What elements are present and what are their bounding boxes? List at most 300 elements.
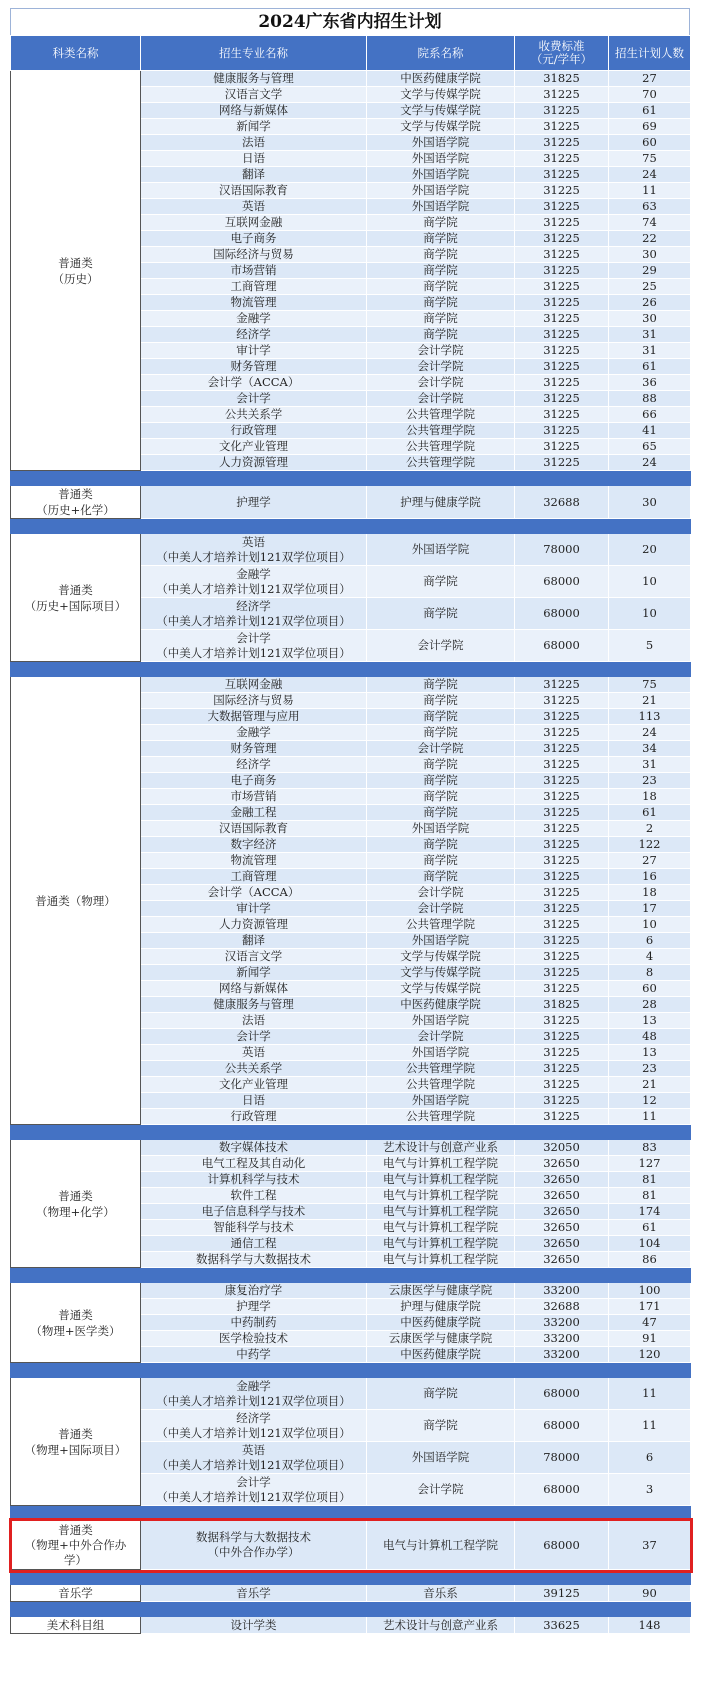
tuition-cell: 31225	[515, 1013, 609, 1029]
quota-cell: 24	[609, 455, 691, 471]
quota-cell: 10	[609, 598, 691, 630]
table-body	[11, 71, 691, 1634]
major-cell: 数据科学与大数据技术 （中外合作办学）	[141, 1521, 367, 1570]
department-cell: 电气与计算机工程学院	[367, 1172, 515, 1188]
department-cell: 外国语学院	[367, 933, 515, 949]
table-row	[11, 1585, 691, 1602]
table-row	[11, 1617, 691, 1634]
department-cell: 电气与计算机工程学院	[367, 1521, 515, 1570]
major-cell: 护理学	[141, 486, 367, 519]
major-cell: 金融学 （中美人才培养计划121双学位项目）	[141, 1378, 367, 1410]
tuition-cell: 68000	[515, 1410, 609, 1442]
quota-cell: 120	[609, 1347, 691, 1363]
tuition-cell: 31225	[515, 439, 609, 455]
tuition-cell: 78000	[515, 534, 609, 566]
major-cell: 物流管理	[141, 853, 367, 869]
quota-cell: 148	[609, 1617, 691, 1634]
tuition-cell: 32650	[515, 1252, 609, 1268]
department-cell: 电气与计算机工程学院	[367, 1156, 515, 1172]
major-cell: 汉语言文学	[141, 87, 367, 103]
department-cell: 外国语学院	[367, 183, 515, 199]
department-cell: 公共管理学院	[367, 455, 515, 471]
tuition-cell: 31225	[515, 119, 609, 135]
separator-cell	[11, 519, 691, 534]
department-cell: 电气与计算机工程学院	[367, 1204, 515, 1220]
header-major: 招生专业名称	[141, 36, 367, 71]
tuition-cell: 31225	[515, 805, 609, 821]
quota-cell: 23	[609, 773, 691, 789]
quota-cell: 26	[609, 295, 691, 311]
category-cell	[11, 1617, 141, 1634]
department-cell: 电气与计算机工程学院	[367, 1220, 515, 1236]
major-cell: 物流管理	[141, 295, 367, 311]
tuition-cell: 33200	[515, 1331, 609, 1347]
tuition-cell: 31225	[515, 773, 609, 789]
quota-cell: 31	[609, 343, 691, 359]
department-cell: 商学院	[367, 311, 515, 327]
quota-cell: 91	[609, 1331, 691, 1347]
quota-cell: 47	[609, 1315, 691, 1331]
quota-cell: 61	[609, 103, 691, 119]
department-cell: 商学院	[367, 853, 515, 869]
category-label-line: 普通类	[58, 487, 93, 501]
major-cell: 会计学	[141, 391, 367, 407]
department-cell: 外国语学院	[367, 199, 515, 215]
department-cell: 云康医学与健康学院	[367, 1331, 515, 1347]
department-cell: 公共管理学院	[367, 423, 515, 439]
quota-cell: 48	[609, 1029, 691, 1045]
quota-cell: 4	[609, 949, 691, 965]
major-cell: 法语	[141, 1013, 367, 1029]
quota-cell: 171	[609, 1299, 691, 1315]
group-separator	[11, 1602, 691, 1617]
tuition-cell: 33200	[515, 1283, 609, 1299]
tuition-cell: 31225	[515, 375, 609, 391]
separator-cell	[11, 1268, 691, 1283]
major-cell: 软件工程	[141, 1188, 367, 1204]
major-cell: 数字媒体技术	[141, 1140, 367, 1156]
department-cell: 会计学院	[367, 375, 515, 391]
major-cell: 行政管理	[141, 423, 367, 439]
tuition-cell: 68000	[515, 1378, 609, 1410]
major-cell: 审计学	[141, 343, 367, 359]
major-cell: 金融学	[141, 311, 367, 327]
department-cell: 护理与健康学院	[367, 486, 515, 519]
department-cell: 商学院	[367, 279, 515, 295]
category-cell	[11, 1585, 141, 1602]
tuition-cell: 68000	[515, 1521, 609, 1570]
group-separator	[11, 519, 691, 534]
major-cell: 健康服务与管理	[141, 997, 367, 1013]
quota-cell: 11	[609, 183, 691, 199]
tuition-cell: 31225	[515, 821, 609, 837]
quota-cell: 29	[609, 263, 691, 279]
tuition-cell: 31225	[515, 1077, 609, 1093]
group-separator	[11, 1570, 691, 1585]
department-cell: 商学院	[367, 247, 515, 263]
major-cell: 行政管理	[141, 1109, 367, 1125]
department-cell: 商学院	[367, 805, 515, 821]
quota-cell: 81	[609, 1188, 691, 1204]
tuition-cell: 31225	[515, 407, 609, 423]
tuition-cell: 31225	[515, 725, 609, 741]
quota-cell: 22	[609, 231, 691, 247]
quota-cell: 34	[609, 741, 691, 757]
department-cell: 电气与计算机工程学院	[367, 1252, 515, 1268]
quota-cell: 17	[609, 901, 691, 917]
department-cell: 商学院	[367, 677, 515, 693]
department-cell: 商学院	[367, 1410, 515, 1442]
tuition-cell: 31225	[515, 853, 609, 869]
major-cell: 新闻学	[141, 965, 367, 981]
tuition-cell: 31225	[515, 295, 609, 311]
major-cell: 财务管理	[141, 741, 367, 757]
major-cell: 金融工程	[141, 805, 367, 821]
quota-cell: 60	[609, 135, 691, 151]
quota-cell: 20	[609, 534, 691, 566]
category-label-line: （物理+中外合作办	[24, 1537, 127, 1552]
quota-cell: 16	[609, 869, 691, 885]
department-cell: 商学院	[367, 789, 515, 805]
major-cell: 会计学 （中美人才培养计划121双学位项目）	[141, 630, 367, 662]
major-cell: 工商管理	[141, 869, 367, 885]
major-cell: 翻译	[141, 167, 367, 183]
tuition-cell: 31225	[515, 965, 609, 981]
separator-cell	[11, 1506, 691, 1521]
tuition-cell: 31225	[515, 677, 609, 693]
quota-cell: 83	[609, 1140, 691, 1156]
category-cell	[11, 534, 141, 662]
major-cell: 市场营销	[141, 263, 367, 279]
tuition-cell: 68000	[515, 566, 609, 598]
department-cell: 商学院	[367, 215, 515, 231]
tuition-cell: 31225	[515, 103, 609, 119]
quota-cell: 24	[609, 725, 691, 741]
quota-cell: 6	[609, 933, 691, 949]
document-title: 2024广东省内招生计划	[10, 8, 690, 35]
quota-cell: 31	[609, 757, 691, 773]
quota-cell: 13	[609, 1045, 691, 1061]
department-cell: 商学院	[367, 263, 515, 279]
tuition-cell: 68000	[515, 630, 609, 662]
tuition-cell: 31225	[515, 949, 609, 965]
group-separator	[11, 471, 691, 486]
department-cell: 电气与计算机工程学院	[367, 1188, 515, 1204]
header-department: 院系名称	[367, 36, 515, 71]
major-cell: 互联网金融	[141, 215, 367, 231]
table-row	[11, 534, 691, 566]
admission-plan-table	[10, 35, 691, 1634]
major-cell: 文化产业管理	[141, 1077, 367, 1093]
table-row	[11, 1283, 691, 1299]
table-row	[11, 1521, 691, 1570]
category-cell	[11, 677, 141, 1125]
tuition-cell: 31225	[515, 215, 609, 231]
separator-cell	[11, 1363, 691, 1378]
tuition-cell: 31225	[515, 391, 609, 407]
category-cell	[11, 486, 141, 519]
department-cell: 音乐系	[367, 1585, 515, 1602]
department-cell: 商学院	[367, 598, 515, 630]
quota-cell: 12	[609, 1093, 691, 1109]
category-label-line: 普通类（物理）	[35, 893, 116, 908]
major-cell: 会计学 （中美人才培养计划121双学位项目）	[141, 1474, 367, 1506]
major-cell: 护理学	[141, 1299, 367, 1315]
major-cell: 汉语国际教育	[141, 183, 367, 199]
department-cell: 会计学院	[367, 901, 515, 917]
tuition-cell: 31225	[515, 231, 609, 247]
major-cell: 会计学（ACCA）	[141, 375, 367, 391]
major-cell: 电子信息科学与技术	[141, 1204, 367, 1220]
major-cell: 翻译	[141, 933, 367, 949]
department-cell: 外国语学院	[367, 1045, 515, 1061]
department-cell: 商学院	[367, 709, 515, 725]
department-cell: 公共管理学院	[367, 1077, 515, 1093]
group-separator	[11, 1268, 691, 1283]
major-cell: 健康服务与管理	[141, 71, 367, 87]
department-cell: 文学与传媒学院	[367, 119, 515, 135]
major-cell: 法语	[141, 135, 367, 151]
tuition-cell: 31225	[515, 693, 609, 709]
tuition-cell: 31225	[515, 869, 609, 885]
department-cell: 外国语学院	[367, 1093, 515, 1109]
department-cell: 外国语学院	[367, 534, 515, 566]
quota-cell: 21	[609, 693, 691, 709]
department-cell: 外国语学院	[367, 1442, 515, 1474]
tuition-cell: 31225	[515, 933, 609, 949]
tuition-cell: 31225	[515, 981, 609, 997]
quota-cell: 11	[609, 1378, 691, 1410]
category-cell	[11, 1378, 141, 1506]
category-cell	[11, 1283, 141, 1363]
tuition-cell: 32650	[515, 1156, 609, 1172]
major-cell: 中药制药	[141, 1315, 367, 1331]
category-label-line: 普通类	[58, 1522, 93, 1537]
major-cell: 数据科学与大数据技术	[141, 1252, 367, 1268]
department-cell: 商学院	[367, 757, 515, 773]
major-cell: 设计学类	[141, 1617, 367, 1634]
department-cell: 商学院	[367, 231, 515, 247]
separator-cell	[11, 1570, 691, 1585]
major-cell: 金融学 （中美人才培养计划121双学位项目）	[141, 566, 367, 598]
major-cell: 金融学	[141, 725, 367, 741]
tuition-cell: 31225	[515, 917, 609, 933]
table-row	[11, 1378, 691, 1410]
department-cell: 商学院	[367, 327, 515, 343]
quota-cell: 30	[609, 247, 691, 263]
group-separator	[11, 662, 691, 677]
major-cell: 康复治疗学	[141, 1283, 367, 1299]
department-cell: 公共管理学院	[367, 439, 515, 455]
tuition-cell: 31225	[515, 901, 609, 917]
header-category: 科类名称	[11, 36, 141, 71]
quota-cell: 104	[609, 1236, 691, 1252]
tuition-cell: 32650	[515, 1188, 609, 1204]
quota-cell: 70	[609, 87, 691, 103]
department-cell: 会计学院	[367, 1474, 515, 1506]
major-cell: 经济学 （中美人才培养计划121双学位项目）	[141, 1410, 367, 1442]
major-cell: 智能科学与技术	[141, 1220, 367, 1236]
quota-cell: 75	[609, 151, 691, 167]
tuition-cell: 31225	[515, 247, 609, 263]
major-cell: 国际经济与贸易	[141, 693, 367, 709]
major-cell: 工商管理	[141, 279, 367, 295]
tuition-cell: 31225	[515, 757, 609, 773]
tuition-cell: 31825	[515, 997, 609, 1013]
department-cell: 公共管理学院	[367, 1109, 515, 1125]
tuition-cell: 31225	[515, 279, 609, 295]
tuition-cell: 32650	[515, 1172, 609, 1188]
major-cell: 会计学（ACCA）	[141, 885, 367, 901]
department-cell: 商学院	[367, 693, 515, 709]
tuition-cell: 33625	[515, 1617, 609, 1634]
department-cell: 中医药健康学院	[367, 1347, 515, 1363]
separator-cell	[11, 1602, 691, 1617]
major-cell: 市场营销	[141, 789, 367, 805]
tuition-cell: 32688	[515, 486, 609, 519]
department-cell: 会计学院	[367, 741, 515, 757]
major-cell: 会计学	[141, 1029, 367, 1045]
department-cell: 中医药健康学院	[367, 71, 515, 87]
admission-plan-document	[10, 8, 690, 1634]
department-cell: 公共管理学院	[367, 917, 515, 933]
department-cell: 公共管理学院	[367, 1061, 515, 1077]
tuition-cell: 31225	[515, 151, 609, 167]
quota-cell: 90	[609, 1585, 691, 1602]
tuition-cell: 31225	[515, 1029, 609, 1045]
quota-cell: 3	[609, 1474, 691, 1506]
tuition-cell: 33200	[515, 1347, 609, 1363]
quota-cell: 174	[609, 1204, 691, 1220]
major-cell: 电子商务	[141, 231, 367, 247]
major-cell: 汉语国际教育	[141, 821, 367, 837]
tuition-cell: 32650	[515, 1236, 609, 1252]
category-label-line: 音乐学	[58, 1586, 93, 1600]
quota-cell: 74	[609, 215, 691, 231]
major-cell: 数字经济	[141, 837, 367, 853]
department-cell: 商学院	[367, 295, 515, 311]
tuition-cell: 31225	[515, 1093, 609, 1109]
department-cell: 文学与传媒学院	[367, 87, 515, 103]
department-cell: 护理与健康学院	[367, 1299, 515, 1315]
major-cell: 日语	[141, 1093, 367, 1109]
quota-cell: 86	[609, 1252, 691, 1268]
major-cell: 英语 （中美人才培养计划121双学位项目）	[141, 1442, 367, 1474]
department-cell: 商学院	[367, 773, 515, 789]
major-cell: 文化产业管理	[141, 439, 367, 455]
major-cell: 新闻学	[141, 119, 367, 135]
major-cell: 经济学	[141, 327, 367, 343]
quota-cell: 25	[609, 279, 691, 295]
quota-cell: 65	[609, 439, 691, 455]
major-cell: 电气工程及其自动化	[141, 1156, 367, 1172]
department-cell: 外国语学院	[367, 151, 515, 167]
department-cell: 外国语学院	[367, 1013, 515, 1029]
tuition-cell: 32650	[515, 1220, 609, 1236]
category-label-line: （历史+化学）	[36, 503, 115, 517]
tuition-cell: 31225	[515, 837, 609, 853]
tuition-cell: 31225	[515, 789, 609, 805]
quota-cell: 18	[609, 885, 691, 901]
major-cell: 网络与新媒体	[141, 103, 367, 119]
quota-cell: 88	[609, 391, 691, 407]
department-cell: 电气与计算机工程学院	[367, 1236, 515, 1252]
quota-cell: 2	[609, 821, 691, 837]
department-cell: 会计学院	[367, 885, 515, 901]
category-label-line: （物理+医学类）	[30, 1323, 121, 1338]
tuition-cell: 31225	[515, 455, 609, 471]
quota-cell: 11	[609, 1410, 691, 1442]
tuition-cell: 31825	[515, 71, 609, 87]
quota-cell: 24	[609, 167, 691, 183]
group-separator	[11, 1506, 691, 1521]
quota-cell: 61	[609, 359, 691, 375]
table-row	[11, 71, 691, 87]
quota-cell: 127	[609, 1156, 691, 1172]
quota-cell: 5	[609, 630, 691, 662]
major-cell: 人力资源管理	[141, 917, 367, 933]
major-cell: 汉语言文学	[141, 949, 367, 965]
department-cell: 会计学院	[367, 630, 515, 662]
major-cell: 财务管理	[141, 359, 367, 375]
tuition-cell: 31225	[515, 87, 609, 103]
tuition-cell: 31225	[515, 1061, 609, 1077]
quota-cell: 27	[609, 853, 691, 869]
department-cell: 会计学院	[367, 359, 515, 375]
tuition-cell: 31225	[515, 423, 609, 439]
department-cell: 文学与传媒学院	[367, 981, 515, 997]
quota-cell: 11	[609, 1109, 691, 1125]
category-label-line: （历史）	[52, 271, 99, 286]
major-cell: 电子商务	[141, 773, 367, 789]
quota-cell: 100	[609, 1283, 691, 1299]
category-cell	[11, 71, 141, 471]
quota-cell: 6	[609, 1442, 691, 1474]
tuition-cell: 68000	[515, 1474, 609, 1506]
tuition-cell: 32650	[515, 1204, 609, 1220]
quota-cell: 41	[609, 423, 691, 439]
quota-cell: 10	[609, 566, 691, 598]
major-cell: 公共关系学	[141, 1061, 367, 1077]
quota-cell: 60	[609, 981, 691, 997]
quota-cell: 37	[609, 1521, 691, 1570]
quota-cell: 61	[609, 1220, 691, 1236]
quota-cell: 36	[609, 375, 691, 391]
quota-cell: 30	[609, 486, 691, 519]
separator-cell	[11, 471, 691, 486]
tuition-cell: 31225	[515, 885, 609, 901]
major-cell: 互联网金融	[141, 677, 367, 693]
table-header-row	[11, 36, 691, 71]
major-cell: 公共关系学	[141, 407, 367, 423]
quota-cell: 61	[609, 805, 691, 821]
tuition-cell: 31225	[515, 709, 609, 725]
category-label-line: 普通类	[58, 582, 93, 597]
major-cell: 通信工程	[141, 1236, 367, 1252]
category-label-line: 普通类	[58, 1188, 93, 1203]
quota-cell: 75	[609, 677, 691, 693]
department-cell: 会计学院	[367, 391, 515, 407]
tuition-cell: 31225	[515, 199, 609, 215]
department-cell: 中医药健康学院	[367, 997, 515, 1013]
department-cell: 商学院	[367, 566, 515, 598]
quota-cell: 122	[609, 837, 691, 853]
quota-cell: 21	[609, 1077, 691, 1093]
quota-cell: 23	[609, 1061, 691, 1077]
department-cell: 艺术设计与创意产业系	[367, 1617, 515, 1634]
category-cell	[11, 1140, 141, 1268]
major-cell: 审计学	[141, 901, 367, 917]
